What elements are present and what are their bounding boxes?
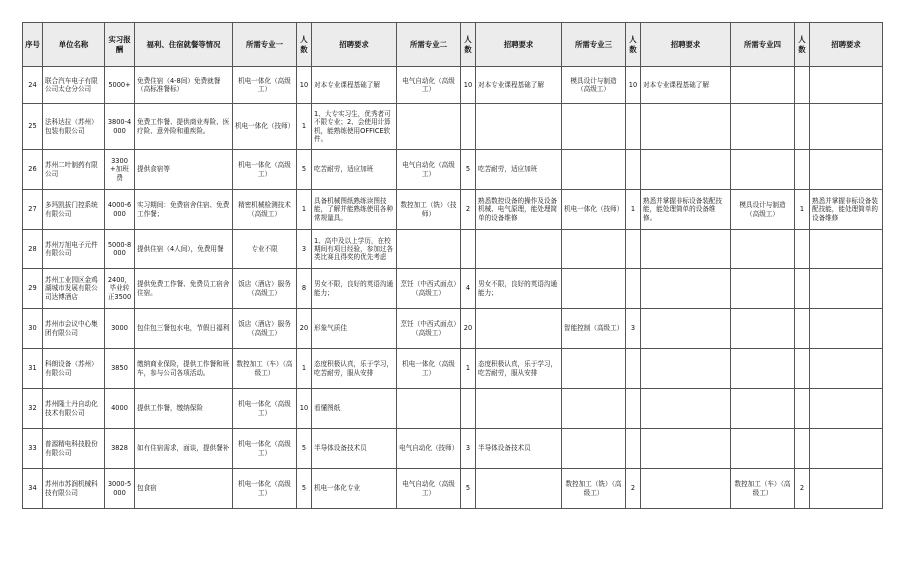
- col-count-2-cell: [461, 389, 476, 429]
- col-count-4-cell: [795, 67, 810, 104]
- col-major-2-cell: 电气自动化（高级工）: [397, 67, 461, 104]
- col-count-3-cell: [626, 104, 641, 150]
- table-row: [23, 67, 883, 104]
- table-body: [23, 67, 883, 509]
- col-count-1-cell: 1: [297, 190, 312, 230]
- col-index-cell: 31: [23, 349, 43, 389]
- col-index-header: 序号: [23, 23, 43, 67]
- col-salary-cell: 3300+加班费: [105, 150, 135, 190]
- col-count-2-header: 人数: [461, 23, 476, 67]
- table-row: [23, 389, 883, 429]
- col-major-1-cell: 精密机械检测技术（高级工）: [233, 190, 297, 230]
- col-req-4-cell: [810, 389, 883, 429]
- col-count-1-cell: 10: [297, 67, 312, 104]
- col-req-4-cell: [810, 269, 883, 309]
- col-major-2-cell: 数控加工（铣）（技师）: [397, 190, 461, 230]
- col-count-2-cell: 5: [461, 150, 476, 190]
- table-row: [23, 230, 883, 269]
- col-req-2-cell: [476, 230, 562, 269]
- col-count-1-cell: 3: [297, 230, 312, 269]
- col-req-1-cell: 具备机械图纸熟练读图技能，了解并能熟练使用各种常规量具。: [312, 190, 397, 230]
- col-major-2-cell: 电气自动化（技师）: [397, 429, 461, 469]
- col-major-4-cell: [731, 67, 795, 104]
- col-salary-cell: 3000: [105, 309, 135, 349]
- col-req-2-cell: [476, 104, 562, 150]
- col-major-2-cell: 电气自动化（高级工）: [397, 469, 461, 509]
- col-major-4-cell: [731, 269, 795, 309]
- col-major-1-cell: 专业不限: [233, 230, 297, 269]
- col-req-1-cell: 1、大专实习生，优秀者可不限专业；2、会使用计算机，能熟练使用OFFICE软件。: [312, 104, 397, 150]
- col-req-4-cell: [810, 309, 883, 349]
- col-major-3-cell: [562, 230, 626, 269]
- col-req-4-cell: [810, 150, 883, 190]
- col-req-2-cell: 男女不限，良好的英语沟通能力；: [476, 269, 562, 309]
- col-major-3-cell: [562, 150, 626, 190]
- col-benefits-cell: 提供免费工作餐、免费员工宿舍住宿。: [135, 269, 233, 309]
- col-major-4-header: 所需专业四: [731, 23, 795, 67]
- col-major-3-cell: [562, 349, 626, 389]
- col-company-cell: 苏州市苏润机械科技有限公司: [43, 469, 105, 509]
- col-benefits-cell: 包食宿: [135, 469, 233, 509]
- col-count-3-cell: [626, 150, 641, 190]
- col-major-1-cell: 机电一体化（高级工）: [233, 67, 297, 104]
- col-company-header: 单位名称: [43, 23, 105, 67]
- col-req-4-cell: [810, 230, 883, 269]
- col-benefits-cell: 提供食宿等: [135, 150, 233, 190]
- col-salary-cell: 4000: [105, 389, 135, 429]
- col-count-2-cell: 20: [461, 309, 476, 349]
- col-company-cell: 联合汽车电子有限公司太仓分公司: [43, 67, 105, 104]
- col-benefits-cell: 免费工作餐、提供商业寿险、医疗险、意外险和重疾险。: [135, 104, 233, 150]
- col-major-3-cell: [562, 389, 626, 429]
- col-count-1-cell: 5: [297, 150, 312, 190]
- col-count-1-cell: 20: [297, 309, 312, 349]
- col-index-cell: 24: [23, 67, 43, 104]
- col-req-2-cell: 熟悉数控设备的操作及设备机械、电气原理，能处理简单的设备维修: [476, 190, 562, 230]
- col-count-4-cell: [795, 349, 810, 389]
- col-count-3-cell: [626, 349, 641, 389]
- col-req-4-cell: [810, 349, 883, 389]
- col-major-1-cell: 机电一体化（高级工）: [233, 150, 297, 190]
- col-req-1-cell: 对本专业课程基础了解: [312, 67, 397, 104]
- col-req-2-cell: 对本专业课程基础了解: [476, 67, 562, 104]
- col-major-4-cell: [731, 389, 795, 429]
- col-salary-cell: 3828: [105, 429, 135, 469]
- col-count-1-cell: 8: [297, 269, 312, 309]
- col-major-1-cell: 饭店（酒店）服务（高级工）: [233, 309, 297, 349]
- col-major-1-cell: 机电一体化（高级工）: [233, 389, 297, 429]
- col-req-4-cell: 熟悉并掌握非标设备装配技能，能处理简单的设备维修: [810, 190, 883, 230]
- col-company-cell: 苏州工业园区金鸡湖城市发展有限公司达博酒店: [43, 269, 105, 309]
- col-company-cell: 多玛凯拔门控系统有限公司: [43, 190, 105, 230]
- col-req-3-cell: [641, 429, 731, 469]
- col-count-4-cell: [795, 150, 810, 190]
- table-row: [23, 269, 883, 309]
- col-index-cell: 34: [23, 469, 43, 509]
- table-row: [23, 309, 883, 349]
- recruitment-sheet: [22, 22, 882, 509]
- col-index-cell: 28: [23, 230, 43, 269]
- col-req-3-cell: [641, 349, 731, 389]
- col-count-2-cell: [461, 230, 476, 269]
- col-major-3-cell: 模具设计与制造（高级工）: [562, 67, 626, 104]
- col-count-2-cell: 4: [461, 269, 476, 309]
- col-req-1-cell: 态度积极认真，乐于学习，吃苦耐劳，服从安排: [312, 349, 397, 389]
- col-salary-header: 实习报酬: [105, 23, 135, 67]
- col-count-3-cell: 2: [626, 469, 641, 509]
- col-major-1-cell: 机电一体化（技师）: [233, 104, 297, 150]
- col-company-cell: 苏州万旭电子元件有限公司: [43, 230, 105, 269]
- col-req-3-cell: [641, 150, 731, 190]
- col-major-4-cell: [731, 429, 795, 469]
- col-index-cell: 27: [23, 190, 43, 230]
- col-count-4-cell: [795, 429, 810, 469]
- col-benefits-cell: 实习期间：免费宿舍住宿、免费工作餐；: [135, 190, 233, 230]
- col-index-cell: 32: [23, 389, 43, 429]
- col-req-2-cell: [476, 469, 562, 509]
- col-count-2-cell: 1: [461, 349, 476, 389]
- col-count-4-header: 人数: [795, 23, 810, 67]
- col-index-cell: 25: [23, 104, 43, 150]
- col-req-1-header: 招聘要求: [312, 23, 397, 67]
- col-req-3-cell: [641, 469, 731, 509]
- col-count-4-cell: [795, 389, 810, 429]
- col-major-4-cell: [731, 230, 795, 269]
- col-req-3-cell: [641, 269, 731, 309]
- col-req-2-cell: [476, 309, 562, 349]
- col-count-1-cell: 1: [297, 104, 312, 150]
- col-req-4-cell: [810, 104, 883, 150]
- col-major-3-cell: [562, 269, 626, 309]
- col-count-1-cell: 5: [297, 469, 312, 509]
- col-req-2-cell: 态度积极认真，乐于学习，吃苦耐劳，服从安排: [476, 349, 562, 389]
- col-count-4-cell: [795, 104, 810, 150]
- col-benefits-cell: 提供工作餐，缴纳保险: [135, 389, 233, 429]
- col-count-1-cell: 5: [297, 429, 312, 469]
- col-req-2-header: 招聘要求: [476, 23, 562, 67]
- col-index-cell: 30: [23, 309, 43, 349]
- table-row: [23, 104, 883, 150]
- col-salary-cell: 2400，毕业转正3500: [105, 269, 135, 309]
- col-major-3-cell: [562, 104, 626, 150]
- col-req-1-cell: 吃苦耐劳，适应加班: [312, 150, 397, 190]
- col-benefits-cell: 缴纳商业保险，提供工作餐和班车，参与公司各项活动。: [135, 349, 233, 389]
- col-major-3-cell: 机电一体化（技师）: [562, 190, 626, 230]
- col-req-3-cell: [641, 104, 731, 150]
- col-req-1-cell: 机电一体化专业: [312, 469, 397, 509]
- col-salary-cell: 5000-8000: [105, 230, 135, 269]
- col-count-3-cell: 10: [626, 67, 641, 104]
- col-company-cell: 法科达拉（苏州）包装有限公司: [43, 104, 105, 150]
- col-req-4-cell: [810, 469, 883, 509]
- col-req-1-cell: 看懂图纸: [312, 389, 397, 429]
- col-company-cell: 普源精电科技股份有限公司: [43, 429, 105, 469]
- col-req-3-cell: 对本专业课程基础了解: [641, 67, 731, 104]
- col-major-1-cell: 机电一体化（高级工）: [233, 429, 297, 469]
- col-count-3-cell: [626, 389, 641, 429]
- col-count-4-cell: 1: [795, 190, 810, 230]
- col-benefits-cell: 如有住宿需求，面谈，提供餐补: [135, 429, 233, 469]
- col-count-1-cell: 10: [297, 389, 312, 429]
- table-row: [23, 469, 883, 509]
- col-count-4-cell: [795, 269, 810, 309]
- col-benefits-cell: 包住包三餐包水电，节假日福利: [135, 309, 233, 349]
- col-salary-cell: 4000-6000: [105, 190, 135, 230]
- col-major-2-cell: 烹饪（中西式面点）（高级工）: [397, 309, 461, 349]
- col-company-cell: 苏州隆士丹自动化技术有限公司: [43, 389, 105, 429]
- col-major-3-cell: [562, 429, 626, 469]
- col-company-cell: 科朗设备（苏州）有限公司: [43, 349, 105, 389]
- col-count-4-cell: 2: [795, 469, 810, 509]
- col-req-1-cell: 1、高中及以上学历，在校期间有项目经验，参加过各类比赛且得奖的优先考虑: [312, 230, 397, 269]
- col-count-1-cell: 1: [297, 349, 312, 389]
- col-req-4-cell: [810, 429, 883, 469]
- col-req-2-cell: [476, 389, 562, 429]
- col-req-4-header: 招聘要求: [810, 23, 883, 67]
- col-major-2-cell: [397, 104, 461, 150]
- col-count-1-header: 人数: [297, 23, 312, 67]
- table-row: [23, 429, 883, 469]
- col-index-cell: 29: [23, 269, 43, 309]
- col-major-4-cell: [731, 309, 795, 349]
- col-req-4-cell: [810, 67, 883, 104]
- col-count-3-cell: 3: [626, 309, 641, 349]
- col-count-4-cell: [795, 230, 810, 269]
- col-major-2-header: 所需专业二: [397, 23, 461, 67]
- col-index-cell: 26: [23, 150, 43, 190]
- col-major-4-cell: 数控加工（车）（高级工）: [731, 469, 795, 509]
- col-salary-cell: 3850: [105, 349, 135, 389]
- col-major-1-cell: 机电一体化（高级工）: [233, 469, 297, 509]
- col-req-3-cell: 熟悉并掌握非标设备装配技能，能处理简单的设备维修。: [641, 190, 731, 230]
- col-req-1-cell: 男女不限，良好的英语沟通能力；: [312, 269, 397, 309]
- col-req-2-cell: 吃苦耐劳，适应加班: [476, 150, 562, 190]
- col-major-2-cell: 机电一体化（高级工）: [397, 349, 461, 389]
- header-row: [23, 23, 883, 67]
- col-req-3-header: 招聘要求: [641, 23, 731, 67]
- table-row: [23, 150, 883, 190]
- col-count-3-header: 人数: [626, 23, 641, 67]
- col-count-2-cell: 5: [461, 469, 476, 509]
- col-major-4-cell: [731, 150, 795, 190]
- col-count-3-cell: [626, 269, 641, 309]
- col-req-1-cell: 形象气质佳: [312, 309, 397, 349]
- col-benefits-cell: 免费住宿（4-8间）免费就餐（高标准餐标）: [135, 67, 233, 104]
- recruitment-table: [22, 22, 883, 509]
- col-count-3-cell: [626, 429, 641, 469]
- col-major-4-cell: [731, 349, 795, 389]
- col-company-cell: 苏州二叶制药有限公司: [43, 150, 105, 190]
- col-major-3-cell: 智能控制（高级工）: [562, 309, 626, 349]
- col-count-2-cell: 10: [461, 67, 476, 104]
- col-req-3-cell: [641, 389, 731, 429]
- col-benefits-header: 福利、住宿就餐等情况: [135, 23, 233, 67]
- col-major-1-cell: 数控加工（车）（高级工）: [233, 349, 297, 389]
- col-major-4-cell: 模具设计与制造（高级工）: [731, 190, 795, 230]
- col-count-4-cell: [795, 309, 810, 349]
- col-req-1-cell: 半导体设备技术员: [312, 429, 397, 469]
- col-major-1-header: 所需专业一: [233, 23, 297, 67]
- col-major-2-cell: [397, 230, 461, 269]
- col-major-1-cell: 饭店（酒店）服务（高级工）: [233, 269, 297, 309]
- col-req-2-cell: 半导体设备技术员: [476, 429, 562, 469]
- col-major-2-cell: 电气自动化（高级工）: [397, 150, 461, 190]
- col-major-3-header: 所需专业三: [562, 23, 626, 67]
- col-count-3-cell: [626, 230, 641, 269]
- col-major-4-cell: [731, 104, 795, 150]
- col-index-cell: 33: [23, 429, 43, 469]
- col-benefits-cell: 提供住宿（4人间），免费用餐: [135, 230, 233, 269]
- col-req-3-cell: [641, 230, 731, 269]
- col-req-3-cell: [641, 309, 731, 349]
- col-company-cell: 苏州市会议中心集团有限公司: [43, 309, 105, 349]
- table-row: [23, 349, 883, 389]
- table-row: [23, 190, 883, 230]
- col-count-2-cell: [461, 104, 476, 150]
- col-salary-cell: 3000-5000: [105, 469, 135, 509]
- col-major-3-cell: 数控加工（铣）（高级工）: [562, 469, 626, 509]
- col-count-2-cell: 2: [461, 190, 476, 230]
- col-count-3-cell: 1: [626, 190, 641, 230]
- col-salary-cell: 5000+: [105, 67, 135, 104]
- col-salary-cell: 3800-4000: [105, 104, 135, 150]
- col-major-2-cell: 烹饪（中西式面点）（高级工）: [397, 269, 461, 309]
- col-count-2-cell: 3: [461, 429, 476, 469]
- col-major-2-cell: [397, 389, 461, 429]
